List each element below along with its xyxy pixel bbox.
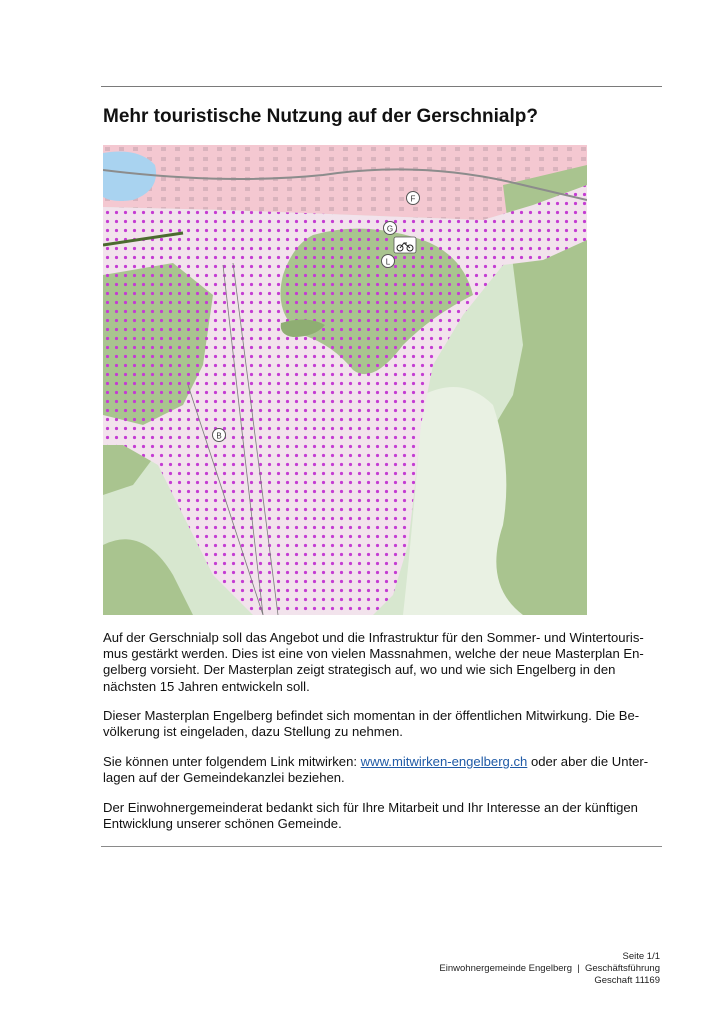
footer-page-number: Seite 1/1 (622, 951, 660, 962)
page-title: Mehr touristische Nutzung auf der Gerschnialp? (103, 106, 538, 127)
bottom-divider (101, 846, 662, 847)
svg-text:B: B (216, 431, 222, 441)
marker-b (213, 429, 226, 442)
paragraph-link-before: Sie können unter folgendem Link mitwirken: (103, 754, 361, 769)
top-divider (101, 86, 662, 87)
map-graphic (103, 145, 587, 615)
svg-text:G: G (386, 224, 394, 234)
footer-organization: Einwohnergemeinde Engelberg | Geschäftsführung (439, 963, 660, 974)
marker-g (384, 222, 397, 235)
paragraph-link-after: oder aber die Unter-lagen auf der Gemeindekanzlei beziehen. (103, 754, 649, 786)
mitwirken-link[interactable]: www.mitwirken-engelberg.ch (360, 754, 528, 769)
site-map (103, 145, 587, 615)
bike-icon (394, 237, 416, 253)
svg-text:L: L (385, 257, 391, 267)
paragraph-thanks: Der Einwohnergemeinderat bedankt sich für Ihre Mitarbeit und Ihr Interesse an der künftigen Entwicklung unserer schönen Gemeinde. (103, 800, 638, 832)
svg-text:F: F (410, 194, 416, 204)
paragraph-link (103, 754, 665, 786)
marker-f (407, 192, 420, 205)
paragraph-participation: Dieser Masterplan Engelberg befindet sich momentan in der öffentlichen Mitwirkung. Die Be-völkerung ist eingeladen, dazu Stellung zu nehmen. (103, 708, 640, 740)
page-footer (439, 951, 660, 987)
marker-l (382, 255, 395, 268)
footer-reference: Geschaft 11169 (594, 975, 660, 986)
paragraph-intro: Auf der Gerschnialp soll das Angebot und die Infrastruktur für den Sommer- und Wintertouris-mus gestärkt werden. Dies ist eine von vielen Massnahmen, welche der neue Masterplan En-gelberg vorsieht. Der Masterplan zeigt strategisch auf, wo und wie sich Engelberg in den nächsten 15 Jahren entwickeln soll. (103, 630, 644, 694)
